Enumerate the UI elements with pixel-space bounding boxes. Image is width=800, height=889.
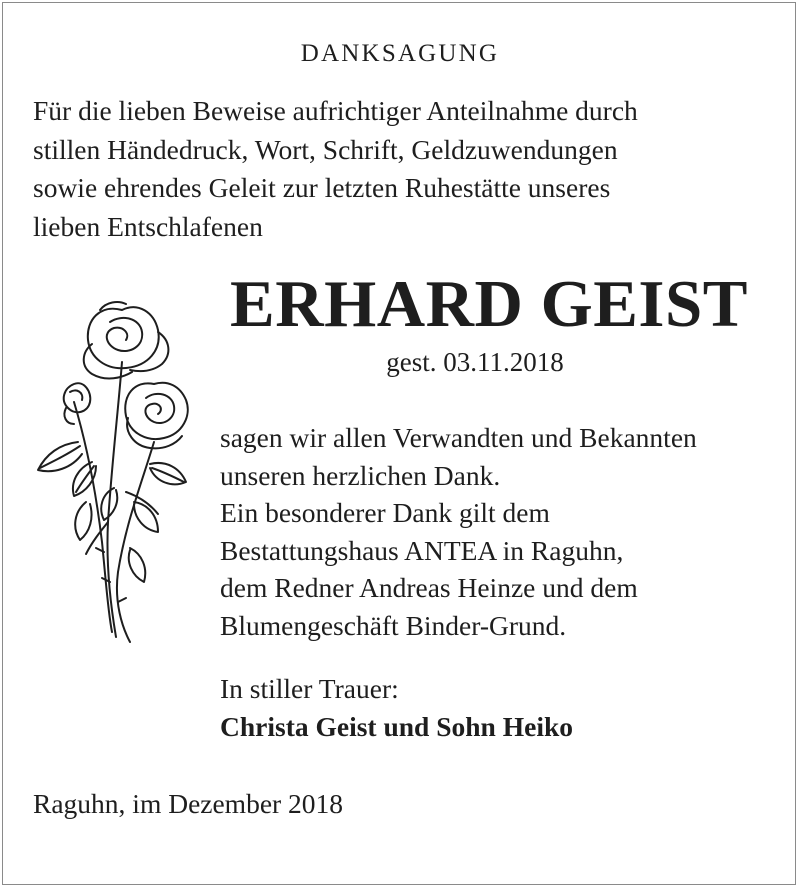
thanks-line: Ein besonderer Dank gilt dem [220,497,550,528]
intro-text [33,92,773,246]
intro-line: sowie ehrendes Geleit zur letzten Ruhestätte unseres [33,172,611,203]
place-date: Raguhn, im Dezember 2018 [33,788,344,819]
thanks-line: dem Redner Andreas Heinze und dem [220,572,638,603]
mourners-block [220,670,573,746]
mourners-names: Christa Geist und Sohn Heiko [220,711,574,742]
thanks-line: Bestattungshaus ANTEA in Raguhn, [220,534,624,566]
thanks-line: Blumengeschäft Binder-Grund. [220,609,567,641]
notice-heading: DANKSAGUNG [300,40,500,67]
roses-illustration-icon [30,292,200,654]
thanks-line: unseren herzlichen Dank. [220,459,501,491]
intro-line: stillen Händedruck, Wort, Schrift, Geldzuwendungen [33,133,618,165]
mourning-label: In stiller Trauer: [220,673,399,704]
death-date: gest. 03.11.2018 [386,347,564,377]
thanks-text [220,419,780,644]
thanks-line: sagen wir allen Verwandten und Bekannten [220,422,697,453]
deceased-name: ERHARD GEIST [230,267,748,341]
intro-line: Für die lieben Beweise aufrichtiger Anteilnahme durch [33,95,638,126]
intro-line: lieben Entschlafenen [33,210,263,242]
